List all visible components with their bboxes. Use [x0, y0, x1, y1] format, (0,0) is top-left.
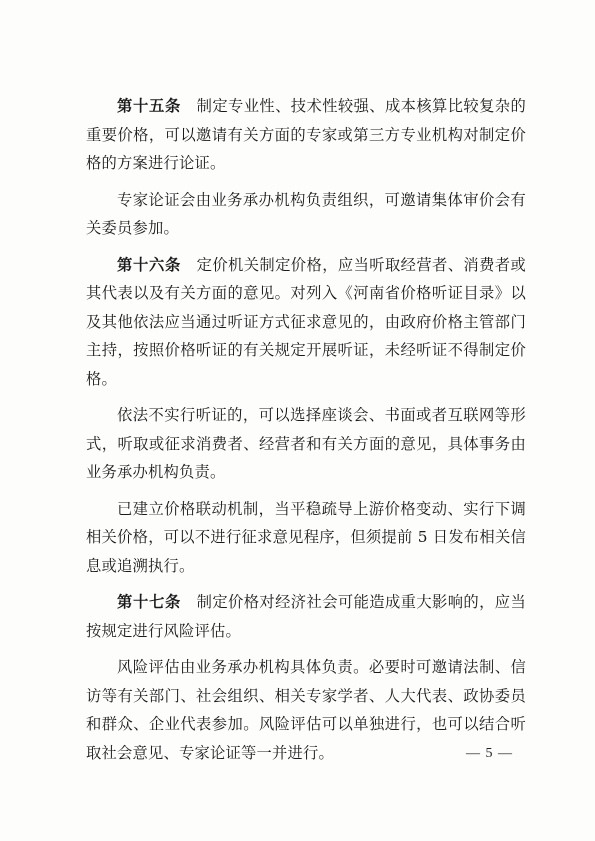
page-number: — 5 — [466, 746, 513, 761]
paragraph-text: 风险评估由业务承办机构具体负责。必要时可邀请法制、信访等有关部门、社会组织、相关专家学者、人大代表、政协委员和群众、企业代表参加。风险评估可以单独进行，也可以结合听取社会意见、专家论证等一并进行。 [86, 658, 526, 762]
paragraph-text: 制定专业性、技术性较强、成本核算比较复杂的重要价格，可以邀请有关方面的专家或第三方专业机构对制定价格的方案进行论证。 [86, 97, 526, 172]
paragraph-text: 制定价格对经济社会可能造成重大影响的，应当按规定进行风险评估。 [86, 593, 526, 640]
paragraph-expert-review [86, 186, 526, 243]
paragraph-no-hearing [86, 401, 526, 487]
paragraph-text: 定价机关制定价格，应当听取经营者、消费者或其代表以及有关方面的意见。对列入《河南省价格听证目录》以及其他依法应当通过听证方式征求意见的，由政府价格主管部门主持，按照价格听证的有关规定开展听证，未经听证不得制定价格。 [86, 255, 526, 388]
paragraph-article-15 [86, 92, 526, 178]
paragraph-linkage [86, 495, 526, 581]
document-body [86, 92, 526, 775]
paragraph-text: 依法不实行听证的，可以选择座谈会、书面或者互联网等形式，听取或征求消费者、经营者和有关方面的意见，具体事务由业务承办机构负责。 [86, 406, 526, 481]
paragraph-risk-assessment [86, 653, 526, 767]
paragraph-article-16 [86, 251, 526, 394]
article-heading-17: 第十七条 [117, 593, 181, 611]
paragraph-text: 已建立价格联动机制，当平稳疏导上游价格变动、实行下调相关价格，可以不进行征求意见程序，但须提前 5 日发布相关信息或追溯执行。 [86, 499, 526, 575]
paragraph-article-17 [86, 588, 526, 645]
article-heading-15: 第十五条 [117, 97, 181, 115]
article-heading-16: 第十六条 [117, 255, 181, 274]
paragraph-text: 专家论证会由业务承办机构负责组织，可邀请集体审价会有关委员参加。 [86, 190, 526, 237]
